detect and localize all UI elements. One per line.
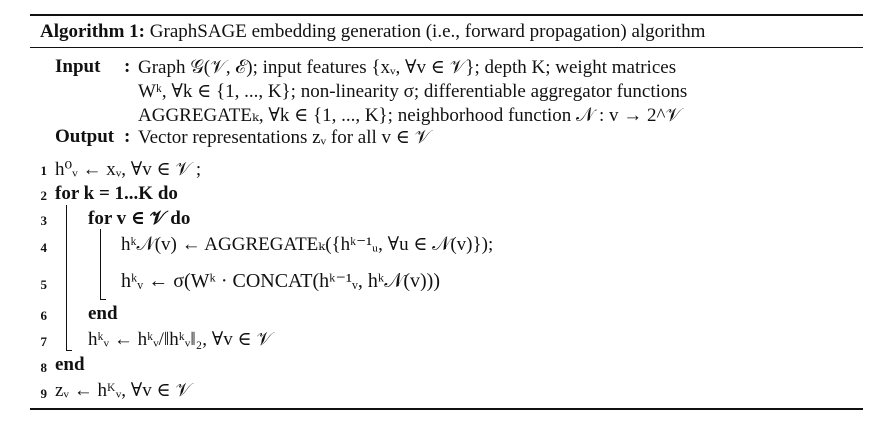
line-number-1: 1 xyxy=(40,163,47,178)
caption-label: Algorithm 1: xyxy=(40,21,146,42)
input-label: Input xyxy=(55,56,101,77)
line-number-7: 7 xyxy=(40,334,47,349)
caption-rule xyxy=(30,47,863,48)
line-5-code: hᵏᵥ ← σ(Wᵏ · CONCAT(hᵏ⁻¹ᵥ, hᵏ𝒩(v))) xyxy=(121,270,440,292)
line-7-code: hᵏᵥ ← hᵏᵥ/‖hᵏᵥ‖₂, ∀v ∈ 𝒱 xyxy=(88,329,273,350)
outer-loop-scope-foot xyxy=(66,350,72,351)
line-number-2: 2 xyxy=(40,188,47,203)
line-8-code: end xyxy=(55,354,85,375)
line-6-code: end xyxy=(88,303,118,324)
line-number-4: 4 xyxy=(40,240,47,255)
outer-loop-scope-bar xyxy=(66,205,67,350)
inner-loop-scope-bar xyxy=(100,229,101,299)
line-number-8: 8 xyxy=(40,360,47,375)
input-line-1: Graph 𝒢(𝒱, ℰ); input features {xᵥ, ∀v ∈ 𝒱}; depth K; weight matrices xyxy=(138,57,677,78)
output-label: Output xyxy=(55,126,115,147)
algorithm-caption xyxy=(40,21,705,43)
line-9-code: zᵥ ← hᴷᵥ, ∀v ∈ 𝒱 xyxy=(55,380,192,401)
line-2-code: for k = 1...K do xyxy=(55,183,178,204)
caption-text: GraphSAGE embedding generation (i.e., forward propagation) algorithm xyxy=(149,21,706,42)
line-1-code: h⁰ᵥ ← xᵥ, ∀v ∈ 𝒱 ; xyxy=(55,159,202,180)
line-3-code: for v ∈ 𝒱 do xyxy=(88,208,191,229)
top-rule xyxy=(30,14,863,16)
line-number-5: 5 xyxy=(40,277,47,292)
input-line-2: Wᵏ, ∀k ∈ {1, ..., K}; non-linearity σ; differentiable aggregator functions xyxy=(138,81,688,102)
input-colon: : xyxy=(124,56,131,77)
line-number-3: 3 xyxy=(40,213,47,228)
bottom-rule xyxy=(30,408,863,410)
line-number-6: 6 xyxy=(40,308,47,323)
inner-loop-scope-foot xyxy=(100,299,106,300)
line-number-9: 9 xyxy=(40,386,47,401)
output-colon: : xyxy=(124,126,131,147)
output-text: Vector representations zᵥ for all v ∈ 𝒱 xyxy=(138,127,431,148)
line-4-code: hᵏ𝒩(v) ← AGGREGATEₖ({hᵏ⁻¹ᵤ, ∀u ∈ 𝒩(v)}); xyxy=(121,234,494,255)
input-line-3: AGGREGATEₖ, ∀k ∈ {1, ..., K}; neighborhood function 𝒩 : v → 2^𝒱 xyxy=(138,105,682,126)
